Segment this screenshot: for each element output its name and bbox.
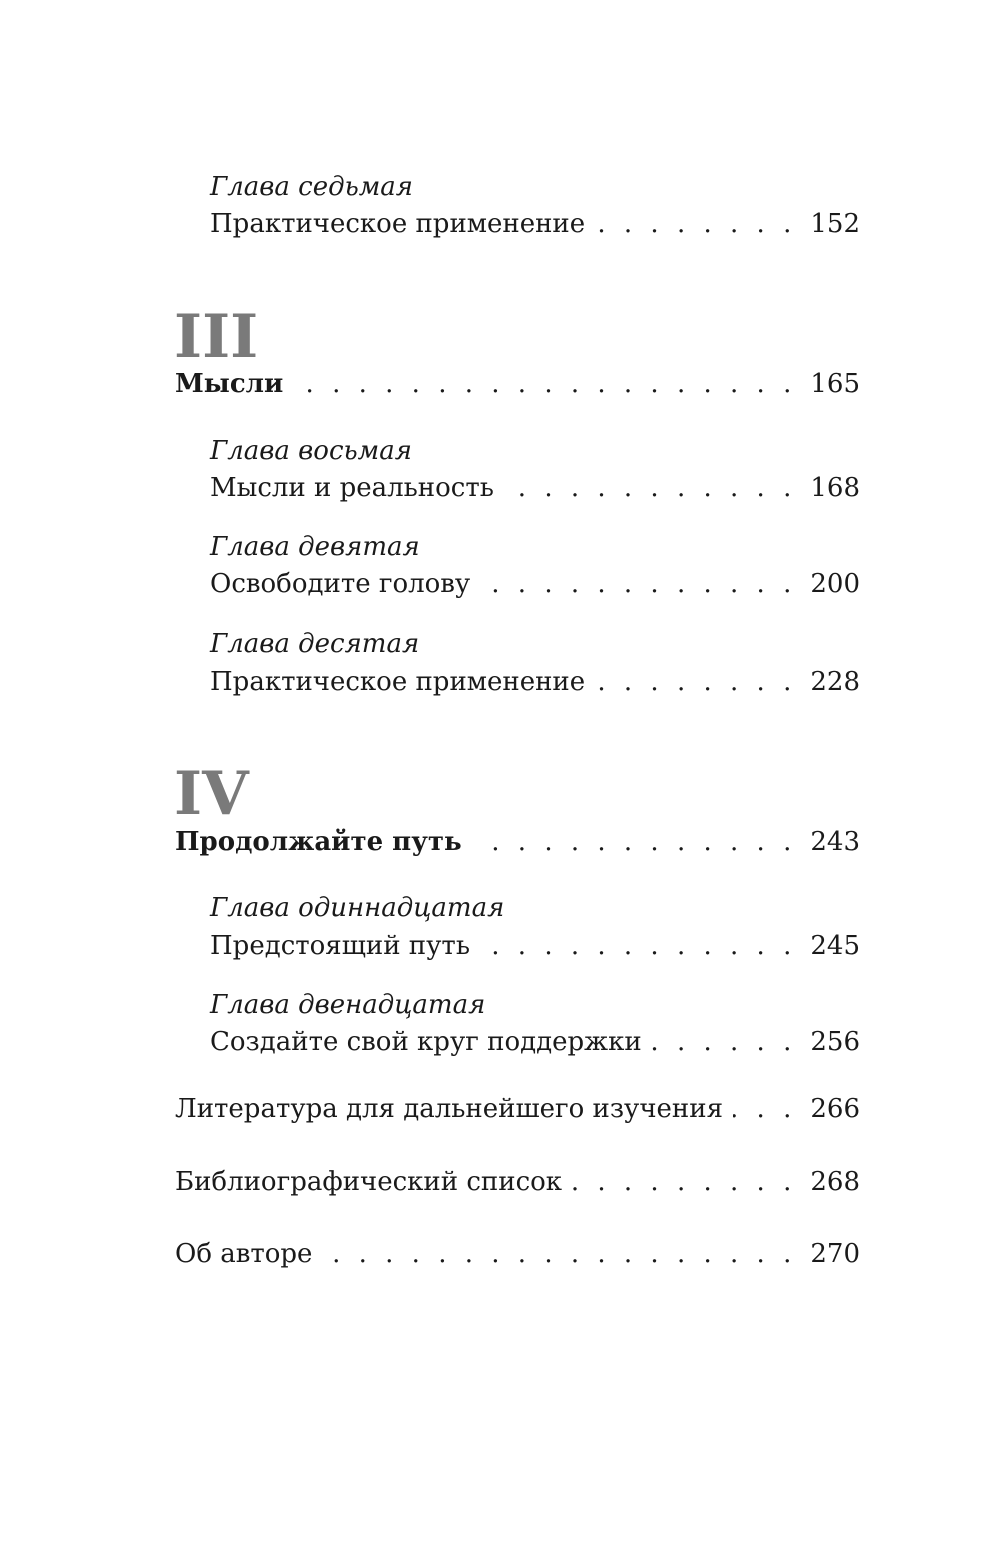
entry-title: Практическое применение: [210, 209, 586, 239]
entry-title: Создайте свой круг поддержки: [210, 1027, 642, 1057]
chapter-label-ten: Глава десятая: [210, 629, 420, 659]
toc-entry-about-author[interactable]: [175, 1239, 860, 1269]
toc-entry-path-ahead[interactable]: [210, 931, 860, 961]
toc-entry-practical-application-1[interactable]: [210, 209, 860, 239]
dot-leader: [472, 827, 797, 857]
toc-part-continue-path[interactable]: [175, 827, 860, 857]
entry-title: Предстоящий путь: [210, 931, 470, 961]
dot-leader: [572, 1167, 796, 1197]
chapter-label-eleven: Глава одиннадцатая: [210, 893, 505, 923]
toc-entry-thoughts-reality[interactable]: [210, 473, 860, 503]
dot-leader: [480, 931, 796, 961]
page-number: 266: [810, 1094, 860, 1124]
page-number: 152: [810, 209, 860, 239]
page-number: 228: [810, 667, 860, 697]
toc-entry-further-reading[interactable]: [175, 1094, 860, 1124]
page-number: 165: [810, 369, 860, 399]
dot-leader: [480, 569, 796, 599]
chapter-label-eight: Глава восьмая: [210, 436, 412, 466]
entry-title: Об авторе: [175, 1239, 313, 1269]
page-number: 268: [810, 1167, 860, 1197]
dot-leader: [595, 667, 796, 697]
page-number: 256: [810, 1027, 860, 1057]
entry-title: Мысли: [175, 369, 284, 399]
entry-title: Мысли и реальность: [210, 473, 494, 503]
entry-title: Освободите голову: [210, 569, 471, 599]
part-numeral-four: IV: [174, 759, 249, 829]
dot-leader: [293, 369, 796, 399]
page-number: 270: [810, 1239, 860, 1269]
chapter-label-twelve: Глава двенадцатая: [210, 990, 486, 1020]
toc-entry-support-circle[interactable]: [210, 1027, 860, 1057]
toc-entry-bibliography[interactable]: [175, 1167, 860, 1197]
dot-leader: [322, 1239, 796, 1269]
toc-entry-practical-application-2[interactable]: [210, 667, 860, 697]
toc-entry-free-your-head[interactable]: [210, 569, 860, 599]
dot-leader: [504, 473, 796, 503]
chapter-label-nine: Глава девятая: [210, 532, 420, 562]
page-number: 243: [810, 827, 860, 857]
dot-leader: [595, 209, 796, 239]
dot-leader: [652, 1027, 797, 1057]
page-number: 245: [810, 931, 860, 961]
entry-title: Библиографический список: [175, 1167, 563, 1197]
part-numeral-three: III: [174, 302, 259, 372]
toc-part-thoughts[interactable]: [175, 369, 860, 399]
chapter-label-seven: Глава седьмая: [210, 172, 414, 202]
entry-title: Продолжайте путь: [175, 827, 462, 857]
page-number: 168: [810, 473, 860, 503]
entry-title: Литература для дальнейшего изучения: [175, 1094, 723, 1124]
page-number: 200: [810, 569, 860, 599]
entry-title: Практическое применение: [210, 667, 586, 697]
dot-leader: [733, 1094, 796, 1124]
